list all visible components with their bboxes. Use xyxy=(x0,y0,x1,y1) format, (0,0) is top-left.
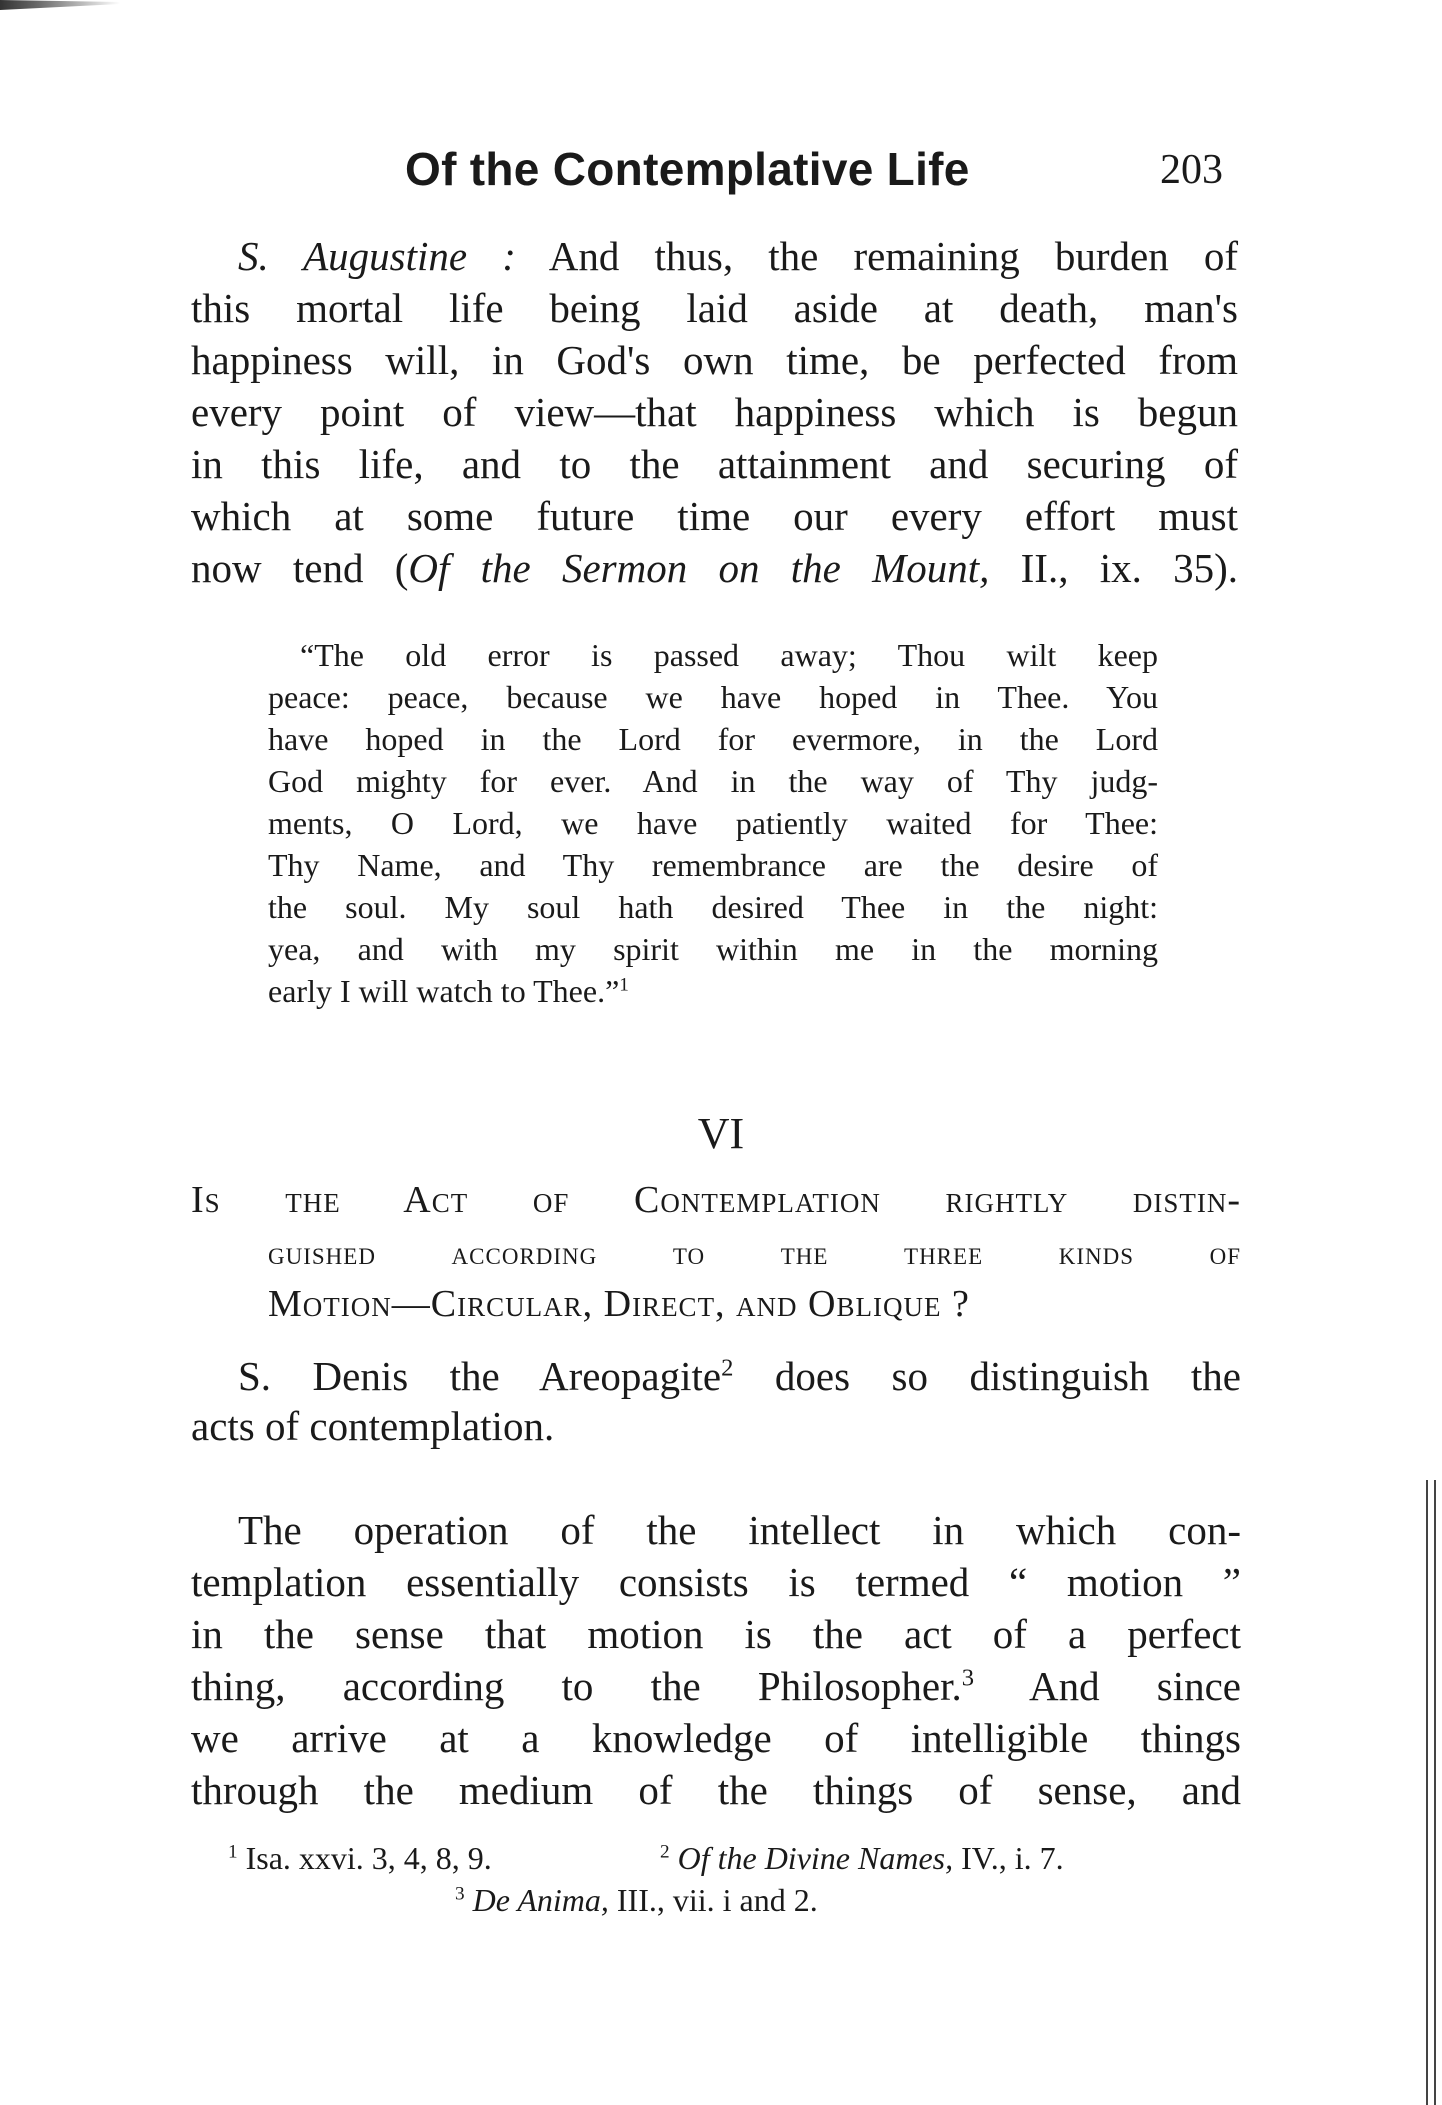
heading-line: guished according to the three kinds of xyxy=(268,1236,1241,1272)
page-number: 203 xyxy=(1160,147,1223,193)
text-line: templation essentially consists is termed “ motion ” xyxy=(191,1559,1241,1605)
text-line: through the medium of the things of sense, and xyxy=(191,1767,1241,1813)
section-number: VI xyxy=(697,1109,745,1158)
footnote-3: $^3$ De Anima, III., vii. i and 2. xyxy=(455,1882,818,1918)
quote-line: God mighty for ever. And in the way of Thy judg- xyxy=(268,763,1158,799)
quote-line: have hoped in the Lord for evermore, in the Lord xyxy=(268,721,1158,757)
running-header-title: Of the Contemplative Life xyxy=(405,143,970,195)
heading-line: Is the Act of Contemplation rightly distin- xyxy=(191,1179,1241,1221)
scan-mark xyxy=(0,0,120,10)
text-line: every point of view—that happiness which is begun xyxy=(191,389,1238,435)
page-edge-line xyxy=(1426,1480,1428,2105)
footnote-ref: 1 xyxy=(619,974,629,996)
text-line: now tend (Of the Sermon on the Mount, II., ix. 35). xyxy=(191,545,1239,591)
page-edge-line xyxy=(1434,1480,1436,2105)
text-line: we arrive at a knowledge of intelligible things xyxy=(191,1715,1241,1761)
quote-line: “The old error is passed away; Thou wilt keep xyxy=(300,637,1158,673)
heading-line: Motion—Circular, Direct, and Oblique ? xyxy=(268,1283,970,1325)
text-line: S. Augustine : And thus, the remaining burden of xyxy=(238,233,1238,279)
quote-line: the soul. My soul hath desired Thee in the night: xyxy=(268,889,1158,925)
footnote-1: $^1$ Isa. xxvi. 3, 4, 8, 9. xyxy=(228,1840,492,1876)
citation-title: Of the Sermon on the Mount, xyxy=(408,545,990,591)
quote-line: ments, O Lord, we have patiently waited for Thee: xyxy=(268,805,1158,841)
text-line: which at some future time our every effort must xyxy=(191,493,1238,539)
text-line: this mortal life being laid aside at death, man's xyxy=(191,285,1238,331)
text-line: acts of contemplation. xyxy=(191,1403,555,1449)
text-line: S. Denis the Areopagite$^2$ does so distinguish the xyxy=(238,1353,1241,1399)
text-line: thing, according to the Philosopher.$^3$ And since xyxy=(191,1663,1241,1709)
text-line: in the sense that motion is the act of a perfect xyxy=(191,1611,1241,1657)
text-line: happiness will, in God's own time, be perfected from xyxy=(191,337,1238,383)
speaker: S. Augustine : xyxy=(238,233,516,279)
text-line: The operation of the intellect in which con- xyxy=(238,1507,1241,1553)
text-line: in this life, and to the attainment and securing of xyxy=(191,441,1238,487)
quote-line: early I will watch to Thee.”$^1$ xyxy=(268,973,629,1009)
footnote-ref: 3 xyxy=(961,1664,975,1692)
footnote-2: $^2$ Of the Divine Names, IV., i. 7. xyxy=(660,1840,1064,1876)
footnote-ref: 2 xyxy=(721,1354,734,1382)
quote-line: Thy Name, and Thy remembrance are the desire of xyxy=(268,847,1158,883)
quote-line: peace: peace, because we have hoped in Thee. You xyxy=(268,679,1158,715)
quote-line: yea, and with my spirit within me in the morning xyxy=(268,931,1158,967)
